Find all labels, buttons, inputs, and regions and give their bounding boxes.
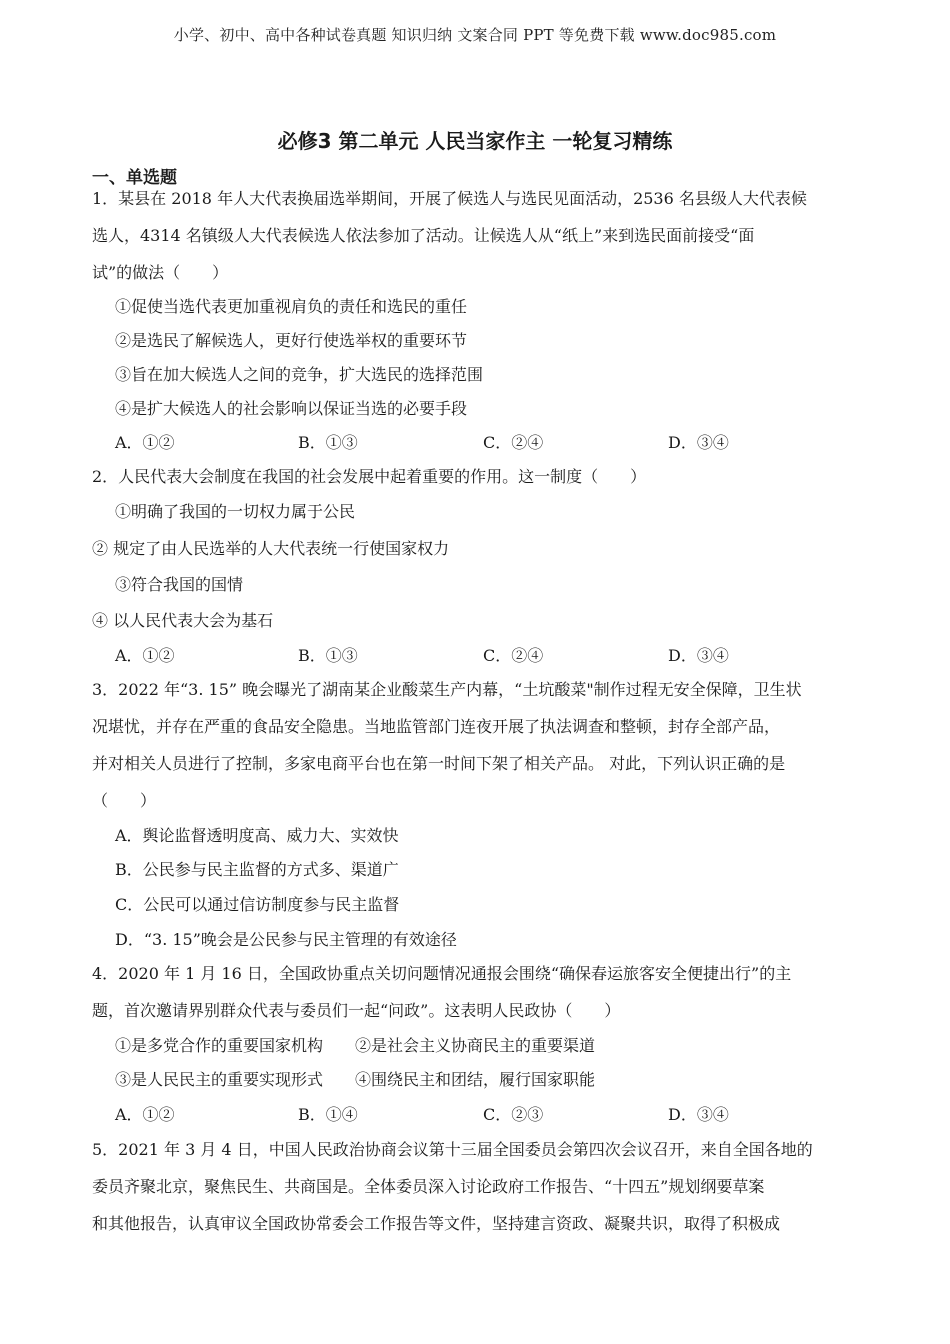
q2-statement: ①明确了我国的一切权力属于公民	[115, 502, 356, 521]
page-title: 必修3 第二单元 人民当家作主 一轮复习精练	[277, 129, 673, 153]
q1-statement: ③旨在加大候选人之间的竞争，扩大选民的选择范围	[115, 365, 484, 384]
q2-statement: ④ 以人民代表大会为基石	[92, 611, 274, 630]
q2-option-d: D．③④	[668, 646, 729, 665]
q1-stem-line: 1．某县在 2018 年人大代表换届选举期间，开展了候选人与选民见面活动，2536 名县级人大代表候	[92, 189, 807, 208]
section-heading: 一、单选题	[92, 168, 177, 188]
q5-stem-line: 和其他报告，认真审议全国政协常委会工作报告等文件，坚持建言资政、凝聚共识，取得了积极成	[92, 1214, 781, 1233]
q1-option-d: D．③④	[668, 433, 729, 452]
q4-stem-line: 4．2020 年 1 月 16 日，全国政协重点关切问题情况通报会围绕“确保春运旅客安全便捷出行”的主	[92, 964, 792, 983]
q1-statement: ②是选民了解候选人，更好行使选举权的重要环节	[115, 331, 468, 350]
q1-stem-line: 试”的做法（ ）	[92, 263, 229, 282]
q4-option-a: A．①②	[115, 1105, 175, 1124]
q4-statement: ①是多党合作的重要国家机构 ②是社会主义协商民主的重要渠道	[115, 1036, 596, 1055]
q1-option-c: C．②④	[483, 433, 544, 452]
q4-option-c: C．②③	[483, 1105, 544, 1124]
q5-stem-line: 5．2021 年 3 月 4 日，中国人民政治协商会议第十三届全国委员会第四次会议召开，来自全国各地的	[92, 1140, 813, 1159]
q3-option-d: D．“3. 15”晚会是公民参与民主管理的有效途径	[115, 930, 457, 949]
q1-option-a: A．①②	[115, 433, 175, 452]
page-header: 小学、初中、高中各种试卷真题 知识归纳 文案合同 PPT 等免费下载 www.doc985.com	[173, 26, 777, 44]
q3-option-b: B．公民参与民主监督的方式多、渠道广	[115, 860, 399, 879]
q2-statement: ② 规定了由人民选举的人大代表统一行使国家权力	[92, 539, 450, 558]
q3-stem-line: （ ）	[92, 791, 157, 810]
q3-stem-line: 并对相关人员进行了控制，多家电商平台也在第一时间下架了相关产品。 对此，下列认识正确的是	[92, 754, 786, 773]
q4-option-b: B．①④	[298, 1105, 358, 1124]
q3-stem-line: 3．2022 年“3. 15” 晚会曝光了湖南某企业酸菜生产内幕，“土坑酸菜"制作过程无安全保障，卫生状	[92, 680, 802, 699]
q3-stem-line: 况堪忧，并存在严重的食品安全隐患。当地监管部门连夜开展了执法调查和整顿，封存全部产品，	[92, 717, 781, 736]
q1-stem-line: 选人，4314 名镇级人大代表候选人依法参加了活动。让候选人从“纸上”来到选民面前接受“面	[92, 226, 755, 245]
q4-statement: ③是人民民主的重要实现形式 ④围绕民主和团结，履行国家职能	[115, 1070, 596, 1089]
q3-option-a: A．舆论监督透明度高、威力大、实效快	[115, 826, 399, 845]
q2-stem-line: 2．人民代表大会制度在我国的社会发展中起着重要的作用。这一制度（ ）	[92, 467, 647, 486]
q2-statement: ③符合我国的国情	[115, 575, 244, 594]
q1-statement: ④是扩大候选人的社会影响以保证当选的必要手段	[115, 399, 468, 418]
q4-stem-line: 题，首次邀请界别群众代表与委员们一起“问政”。这表明人民政协（ ）	[92, 1001, 621, 1020]
q3-option-c: C．公民可以通过信访制度参与民主监督	[115, 895, 400, 914]
q2-option-a: A．①②	[115, 646, 175, 665]
q1-statement: ①促使当选代表更加重视肩负的责任和选民的重任	[115, 297, 468, 316]
q2-option-c: C．②④	[483, 646, 544, 665]
q2-option-b: B．①③	[298, 646, 358, 665]
q4-option-d: D．③④	[668, 1105, 729, 1124]
q5-stem-line: 委员齐聚北京，聚焦民生、共商国是。全体委员深入讨论政府工作报告、“十四五”规划纲要草案	[92, 1177, 765, 1196]
q1-option-b: B．①③	[298, 433, 358, 452]
